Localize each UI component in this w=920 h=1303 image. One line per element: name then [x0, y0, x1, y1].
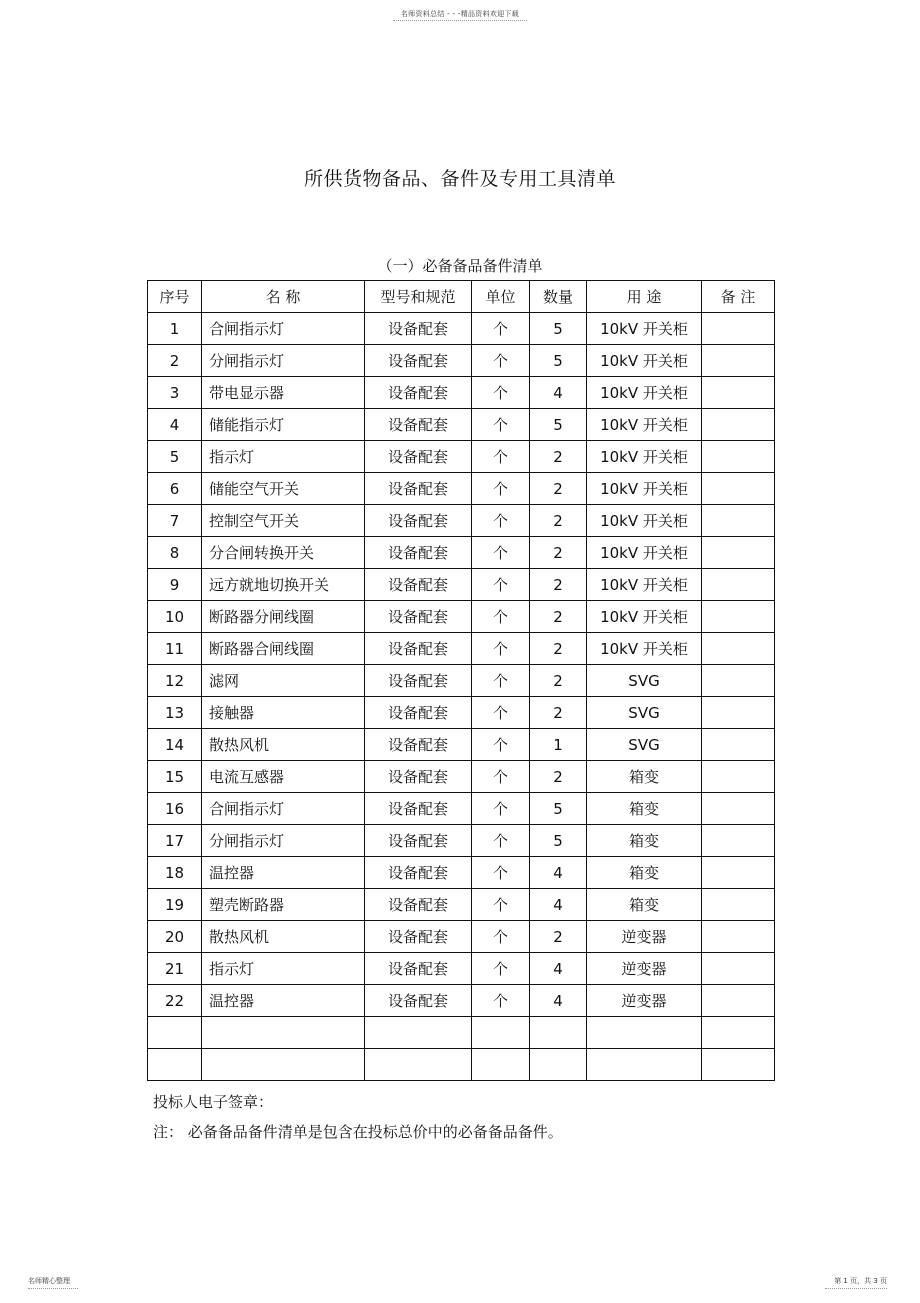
usage-cell: 逆变器 — [587, 921, 702, 953]
table-row — [148, 473, 775, 505]
usage-cell: 10kV 开关柜 — [587, 409, 702, 441]
unit-cell: 个 — [472, 985, 530, 1017]
index-cell: 4 — [148, 409, 202, 441]
remark-cell — [702, 793, 775, 825]
index-cell: 7 — [148, 505, 202, 537]
header-col-name: 名 称 — [202, 281, 365, 313]
unit-cell: 个 — [472, 697, 530, 729]
name-cell: 分合闸转换开关 — [202, 537, 365, 569]
table-note: 注： 必备备品备件清单是包含在投标总价中的必备备品备件。 — [153, 1123, 563, 1141]
unit-cell: 个 — [472, 601, 530, 633]
remark-cell — [702, 1049, 775, 1081]
page-header-watermark: 名师资料总结 - - -精品资料欢迎下载 — [400, 10, 520, 18]
name-cell: 电流互感器 — [202, 761, 365, 793]
usage-cell: 10kV 开关柜 — [587, 633, 702, 665]
remark-cell — [702, 345, 775, 377]
quantity-cell: 2 — [530, 601, 587, 633]
section-subtitle: （一）必备备品备件清单 — [377, 257, 543, 275]
table-row — [148, 601, 775, 633]
quantity-cell: 5 — [530, 793, 587, 825]
index-cell: 19 — [148, 889, 202, 921]
name-cell: 带电显示器 — [202, 377, 365, 409]
usage-cell: 10kV 开关柜 — [587, 601, 702, 633]
usage-cell — [587, 1017, 702, 1049]
quantity-cell — [530, 1017, 587, 1049]
table-row — [148, 793, 775, 825]
table-row — [148, 441, 775, 473]
header-col-unit: 单位 — [472, 281, 530, 313]
table-row — [148, 409, 775, 441]
remark-cell — [702, 537, 775, 569]
remark-cell — [702, 569, 775, 601]
name-cell: 合闸指示灯 — [202, 793, 365, 825]
index-cell — [148, 1017, 202, 1049]
usage-cell: 10kV 开关柜 — [587, 505, 702, 537]
remark-cell — [702, 441, 775, 473]
unit-cell: 个 — [472, 793, 530, 825]
index-cell: 12 — [148, 665, 202, 697]
name-cell: 分闸指示灯 — [202, 345, 365, 377]
usage-cell — [587, 1049, 702, 1081]
unit-cell: 个 — [472, 953, 530, 985]
unit-cell: 个 — [472, 921, 530, 953]
unit-cell: 个 — [472, 441, 530, 473]
model-cell: 设备配套 — [365, 537, 472, 569]
quantity-cell: 2 — [530, 921, 587, 953]
index-cell: 1 — [148, 313, 202, 345]
header-col-usage: 用 途 — [587, 281, 702, 313]
usage-cell: SVG — [587, 697, 702, 729]
name-cell: 接触器 — [202, 697, 365, 729]
index-cell: 6 — [148, 473, 202, 505]
name-cell — [202, 1017, 365, 1049]
model-cell: 设备配套 — [365, 569, 472, 601]
usage-cell: 箱变 — [587, 857, 702, 889]
name-cell: 温控器 — [202, 857, 365, 889]
footer-left-text: 名师精心整理 — [28, 1277, 70, 1285]
name-cell: 储能空气开关 — [202, 473, 365, 505]
unit-cell: 个 — [472, 761, 530, 793]
index-cell: 3 — [148, 377, 202, 409]
quantity-cell: 5 — [530, 313, 587, 345]
quantity-cell: 4 — [530, 857, 587, 889]
usage-cell: SVG — [587, 729, 702, 761]
quantity-cell: 1 — [530, 729, 587, 761]
index-cell: 14 — [148, 729, 202, 761]
index-cell: 20 — [148, 921, 202, 953]
name-cell: 温控器 — [202, 985, 365, 1017]
name-cell: 断路器分闸线圈 — [202, 601, 365, 633]
quantity-cell: 2 — [530, 697, 587, 729]
remark-cell — [702, 889, 775, 921]
table-row — [148, 921, 775, 953]
table-row — [148, 537, 775, 569]
name-cell: 滤网 — [202, 665, 365, 697]
usage-cell: 10kV 开关柜 — [587, 313, 702, 345]
document-title: 所供货物备品、备件及专用工具清单 — [303, 168, 616, 190]
table-row — [148, 697, 775, 729]
table-row — [148, 1017, 775, 1049]
model-cell: 设备配套 — [365, 793, 472, 825]
quantity-cell: 2 — [530, 537, 587, 569]
model-cell: 设备配套 — [365, 985, 472, 1017]
name-cell: 断路器合闸线圈 — [202, 633, 365, 665]
table-row — [148, 377, 775, 409]
index-cell: 2 — [148, 345, 202, 377]
unit-cell: 个 — [472, 825, 530, 857]
quantity-cell: 2 — [530, 441, 587, 473]
index-cell: 22 — [148, 985, 202, 1017]
model-cell: 设备配套 — [365, 729, 472, 761]
model-cell: 设备配套 — [365, 953, 472, 985]
remark-cell — [702, 697, 775, 729]
remark-cell — [702, 473, 775, 505]
unit-cell: 个 — [472, 569, 530, 601]
table-row — [148, 313, 775, 345]
remark-cell — [702, 313, 775, 345]
unit-cell: 个 — [472, 857, 530, 889]
table-row — [148, 665, 775, 697]
table-row — [148, 953, 775, 985]
remark-cell — [702, 921, 775, 953]
header-col-model: 型号和规范 — [365, 281, 472, 313]
model-cell: 设备配套 — [365, 377, 472, 409]
remark-cell — [702, 409, 775, 441]
usage-cell: 逆变器 — [587, 953, 702, 985]
unit-cell: 个 — [472, 409, 530, 441]
index-cell: 13 — [148, 697, 202, 729]
table-row — [148, 985, 775, 1017]
usage-cell: 10kV 开关柜 — [587, 473, 702, 505]
name-cell: 分闸指示灯 — [202, 825, 365, 857]
quantity-cell: 5 — [530, 825, 587, 857]
bidder-signature-label: 投标人电子签章： — [153, 1093, 274, 1111]
table-row — [148, 1049, 775, 1081]
index-cell: 15 — [148, 761, 202, 793]
name-cell: 散热风机 — [202, 729, 365, 761]
usage-cell: 逆变器 — [587, 985, 702, 1017]
remark-cell — [702, 1017, 775, 1049]
model-cell — [365, 1017, 472, 1049]
usage-cell: 10kV 开关柜 — [587, 537, 702, 569]
usage-cell: 10kV 开关柜 — [587, 569, 702, 601]
model-cell: 设备配套 — [365, 697, 472, 729]
unit-cell: 个 — [472, 313, 530, 345]
name-cell: 控制空气开关 — [202, 505, 365, 537]
index-cell: 17 — [148, 825, 202, 857]
remark-cell — [702, 857, 775, 889]
usage-cell: 箱变 — [587, 825, 702, 857]
model-cell: 设备配套 — [365, 665, 472, 697]
name-cell — [202, 1049, 365, 1081]
spare-parts-table — [147, 280, 775, 1081]
table-row — [148, 857, 775, 889]
name-cell: 远方就地切换开关 — [202, 569, 365, 601]
table-row — [148, 505, 775, 537]
remark-cell — [702, 505, 775, 537]
quantity-cell: 5 — [530, 345, 587, 377]
usage-cell: 10kV 开关柜 — [587, 345, 702, 377]
quantity-cell: 2 — [530, 473, 587, 505]
name-cell: 储能指示灯 — [202, 409, 365, 441]
name-cell: 塑壳断路器 — [202, 889, 365, 921]
model-cell: 设备配套 — [365, 473, 472, 505]
remark-cell — [702, 601, 775, 633]
index-cell: 5 — [148, 441, 202, 473]
quantity-cell: 2 — [530, 665, 587, 697]
model-cell: 设备配套 — [365, 921, 472, 953]
remark-cell — [702, 825, 775, 857]
table-row — [148, 825, 775, 857]
unit-cell: 个 — [472, 665, 530, 697]
quantity-cell: 4 — [530, 377, 587, 409]
index-cell: 16 — [148, 793, 202, 825]
model-cell: 设备配套 — [365, 889, 472, 921]
unit-cell — [472, 1049, 530, 1081]
remark-cell — [702, 953, 775, 985]
header-dotted-line — [393, 20, 527, 21]
model-cell: 设备配套 — [365, 825, 472, 857]
unit-cell: 个 — [472, 473, 530, 505]
model-cell: 设备配套 — [365, 345, 472, 377]
quantity-cell: 4 — [530, 985, 587, 1017]
usage-cell: 箱变 — [587, 761, 702, 793]
table-row — [148, 569, 775, 601]
footer-left-dotted-line — [28, 1288, 78, 1289]
table-row — [148, 345, 775, 377]
index-cell: 9 — [148, 569, 202, 601]
remark-cell — [702, 761, 775, 793]
usage-cell: 10kV 开关柜 — [587, 441, 702, 473]
model-cell: 设备配套 — [365, 441, 472, 473]
unit-cell: 个 — [472, 889, 530, 921]
quantity-cell: 4 — [530, 953, 587, 985]
quantity-cell: 2 — [530, 761, 587, 793]
table-row — [148, 761, 775, 793]
remark-cell — [702, 985, 775, 1017]
index-cell: 11 — [148, 633, 202, 665]
unit-cell: 个 — [472, 633, 530, 665]
model-cell: 设备配套 — [365, 505, 472, 537]
unit-cell: 个 — [472, 729, 530, 761]
name-cell: 指示灯 — [202, 441, 365, 473]
index-cell: 18 — [148, 857, 202, 889]
usage-cell: 箱变 — [587, 889, 702, 921]
quantity-cell — [530, 1049, 587, 1081]
remark-cell — [702, 633, 775, 665]
name-cell: 散热风机 — [202, 921, 365, 953]
header-col-quantity: 数量 — [530, 281, 587, 313]
usage-cell: 10kV 开关柜 — [587, 377, 702, 409]
model-cell: 设备配套 — [365, 313, 472, 345]
index-cell: 8 — [148, 537, 202, 569]
usage-cell: 箱变 — [587, 793, 702, 825]
table-row — [148, 889, 775, 921]
footer-right-dotted-line — [825, 1288, 887, 1289]
name-cell: 合闸指示灯 — [202, 313, 365, 345]
page-number: 第 1 页，共 3 页 — [834, 1277, 887, 1285]
model-cell: 设备配套 — [365, 761, 472, 793]
header-col-index: 序号 — [148, 281, 202, 313]
model-cell: 设备配套 — [365, 633, 472, 665]
header-col-remark: 备 注 — [702, 281, 775, 313]
model-cell: 设备配套 — [365, 857, 472, 889]
quantity-cell: 2 — [530, 633, 587, 665]
table-row — [148, 633, 775, 665]
model-cell: 设备配套 — [365, 409, 472, 441]
remark-cell — [702, 665, 775, 697]
unit-cell — [472, 1017, 530, 1049]
usage-cell: SVG — [587, 665, 702, 697]
index-cell: 21 — [148, 953, 202, 985]
unit-cell: 个 — [472, 345, 530, 377]
unit-cell: 个 — [472, 377, 530, 409]
model-cell — [365, 1049, 472, 1081]
name-cell: 指示灯 — [202, 953, 365, 985]
quantity-cell: 2 — [530, 505, 587, 537]
index-cell: 10 — [148, 601, 202, 633]
quantity-cell: 4 — [530, 889, 587, 921]
remark-cell — [702, 377, 775, 409]
table-row — [148, 729, 775, 761]
table-header-row — [148, 281, 775, 313]
index-cell — [148, 1049, 202, 1081]
remark-cell — [702, 729, 775, 761]
quantity-cell: 5 — [530, 409, 587, 441]
quantity-cell: 2 — [530, 569, 587, 601]
unit-cell: 个 — [472, 537, 530, 569]
unit-cell: 个 — [472, 505, 530, 537]
model-cell: 设备配套 — [365, 601, 472, 633]
